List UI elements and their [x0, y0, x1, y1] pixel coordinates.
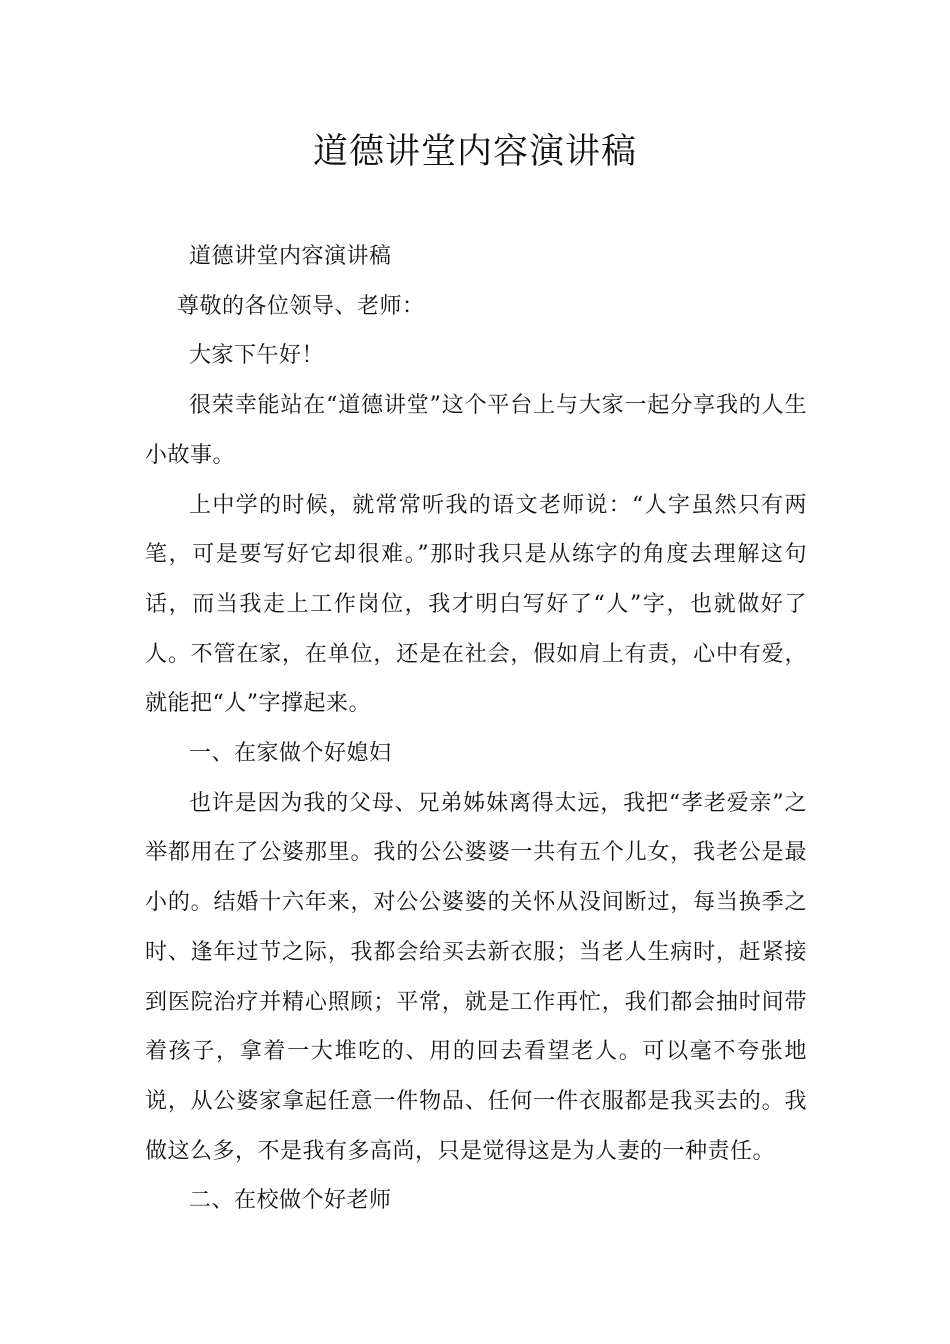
greeting-paragraph: 大家下午好！	[189, 343, 325, 369]
salutation-paragraph: 尊敬的各位领导、老师：	[177, 293, 425, 319]
story-paragraph: 上中学的时候，就常常听我的语文老师说：“人字虽然只有两笔，可是要写好它却很难。”那时我只是从练字的角度去理解这句话，而当我走上工作岗位，我才明白写好了“人”字，也就做好了人。不管在家，在单位，还是在社会，假如肩上有责，心中有爱，就能把“人”字撑起来。	[145, 492, 807, 717]
document-body	[145, 232, 807, 1226]
section-heading-home: 一、在家做个好媳妇	[189, 741, 392, 767]
section-heading-school: 二、在校做个好老师	[189, 1188, 392, 1214]
subtitle-paragraph: 道德讲堂内容演讲稿	[189, 244, 392, 269]
home-paragraph: 也许是因为我的父母、兄弟姊妹离得太远，我把“孝老爱亲”之举都用在了公婆那里。我的公公婆婆一共有五个儿女，我老公是最小的。结婚十六年来，对公公婆婆的关怀从没间断过，每当换季之时、逢年过节之际，我都会给买去新衣服；当老人生病时，赶紧接到医院治疗并精心照顾；平常，就是工作再忙，我们都会抽时间带着孩子，拿着一大堆吃的、用的回去看望老人。可以毫不夸张地说，从公婆家拿起任意一件物品、任何一件衣服都是我买去的。我做这么多，不是我有多高尚，只是觉得这是为人妻的一种责任。	[145, 790, 807, 1164]
document-title: 道德讲堂内容演讲稿	[312, 132, 637, 172]
intro-paragraph: 很荣幸能站在“道德讲堂”这个平台上与大家一起分享我的人生小故事。	[145, 393, 807, 468]
